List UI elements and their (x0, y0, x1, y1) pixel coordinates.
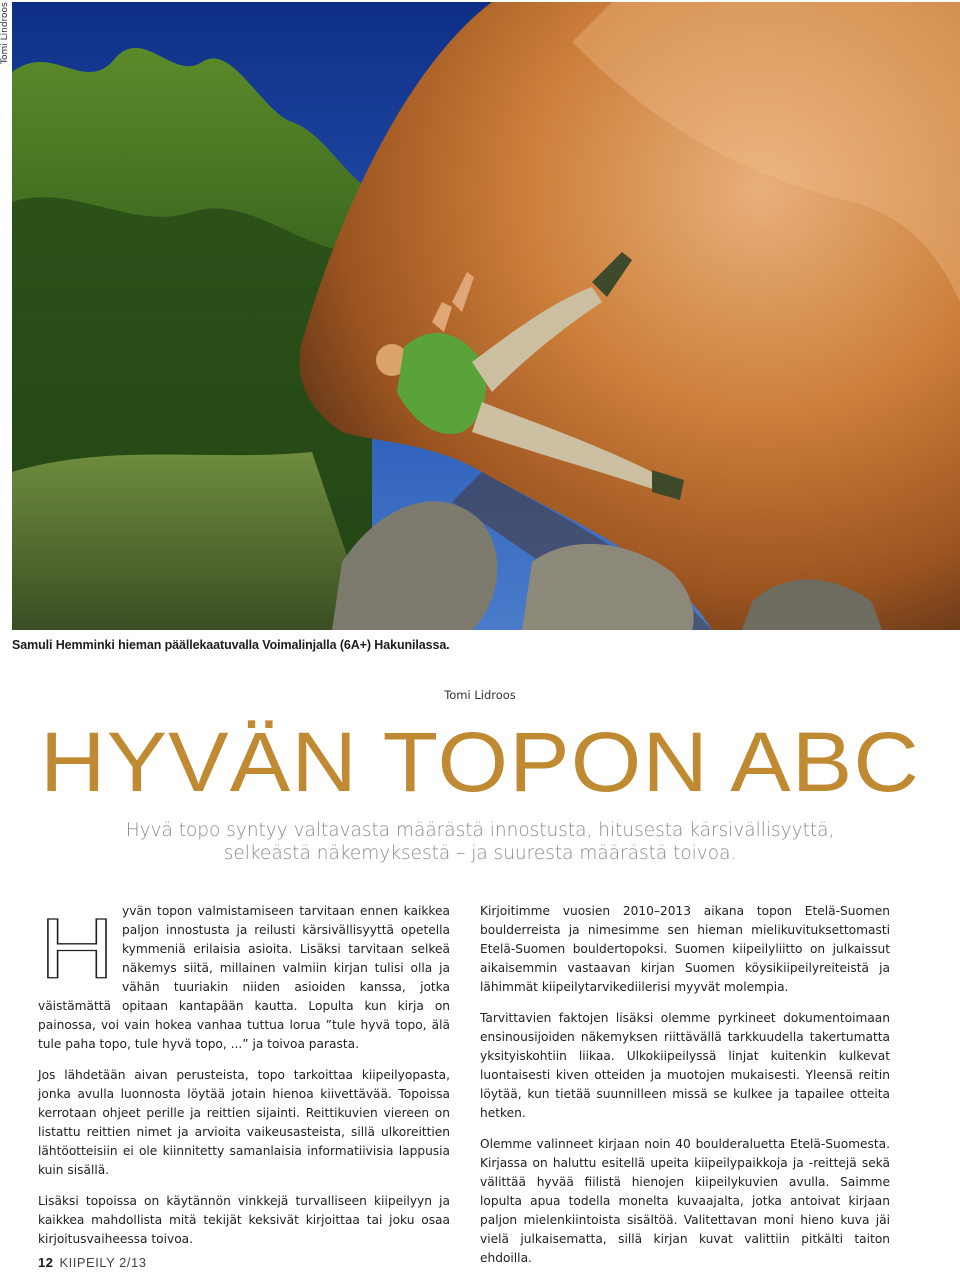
page-footer (38, 1255, 146, 1270)
paragraph: Lisäksi topoissa on käytännön vinkkejä turvalliseen kiipeilyyn ja kaikkea mahdollista mitä tekijät keksivät kirjoittaa tai joku osaa kirjoitusvaiheessa toivoa. (38, 1194, 450, 1246)
photo-caption: Samuli Hemminki hieman päällekaatuvalla Voimalinjalla (6A+) Hakunilassa. (12, 638, 450, 652)
article-title: HYVÄN TOPON ABC (40, 715, 920, 809)
paragraph: yvän topon valmistamiseen tarvitaan ennen kaikkea paljon innostusta ja reilusti kärsivällisyyttä opetella kymmeniä erilaisia asioita. Lisäksi tarvitaan selkeä näkemys siitä, millainen valmiin kirjan tulisi olla ja vähän tuuriakin niiden asioiden kanssa, jotka väistämättä opitaan kantapään kautta. Lopulta kun kirja on painossa, voi vain hokea vanhaa tuttua lorua ”tule hyvä topo, älä tule paha topo, tule hyvä topo, ...” ja toivoa parasta. (38, 904, 450, 1051)
drop-cap (38, 904, 116, 990)
right-column (480, 902, 890, 1280)
lead-line-1: Hyvä topo syntyy valtavasta määrästä innostusta, hitusesta kärsivällisyyttä, (125, 820, 835, 841)
article-lead (0, 819, 960, 865)
climbing-photo (12, 2, 960, 630)
paragraph: Olemme valinneet kirjaan noin 40 boulderaluetta Etelä-Suomesta. Kirjassa on haluttu esitellä upeita kiipeilypaikkoja ja -reittejä sekä välittää hyvää fiilistä hienojen kiipeilykuvien avulla. Saimme lopulta apua todella monelta kuvaajalta, jotka antoivat kirjaan paljon mielenkiintoista sisältöä. Valitettavan moni hieno kuva jäi vielä julkaisematta, sillä kirjan kuvat valittiin pitkälti taiton ehdoilla. (480, 1137, 890, 1265)
lead-line-2: selkeästä näkemyksestä – ja suuresta määrästä toivoa. (223, 843, 737, 864)
photo-credit: Tomi Lindroos (0, 2, 10, 64)
left-column (38, 902, 450, 1261)
paragraph: Tarvittavien faktojen lisäksi olemme pyrkineet dokumentoimaan ensinousijoiden näkemyksen riittävällä tarkkuudella takertumatta yksityiskohtiin liikaa. Ulkokiipeilyssä linjat kuitenkin kulkevat luontaisesti kiven otteiden ja muotojen mukaisesti. Yleensä reitin löytää, kun tietää suunnilleen missä se kulkee ja tapailee otteita hetken. (480, 1011, 890, 1120)
paragraph: Jos lähdetään aivan perusteista, topo tarkoittaa kiipeilyopasta, jonka avulla luonnosta löytää jotain hienoa kiivettävää. Topoissa kerrotaan ohjeet perille ja reittien sijainti. Reittikuvien viereen on listattu reittien nimet ja arvioita vaikeusasteista, sillä ulkoreittien lähtöotteisiin ei ole kiinnitetty samanlaisia informatiivisia lappusia kuin sisällä. (38, 1068, 450, 1177)
svg-text:H: H (39, 904, 115, 990)
magazine-issue: KIIPEILY 2/13 (59, 1255, 147, 1270)
article-author: Tomi Lidroos (444, 688, 516, 702)
page-number: 12 (38, 1255, 54, 1270)
paragraph: Kirjoitimme vuosien 2010–2013 aikana topon Etelä-Suomen boulderreista ja nimesimme sen hieman mielikuvituksettomasti Etelä-Suomen bouldertopoksi. Suomen kiipeilyliitto on julkaissut aikaisemmin vastaavan kirjan Suomen köysikiipeilyreiteistä ja lähimmät kiipeilytarvikediilerisi myyvät molempia. (480, 904, 890, 994)
